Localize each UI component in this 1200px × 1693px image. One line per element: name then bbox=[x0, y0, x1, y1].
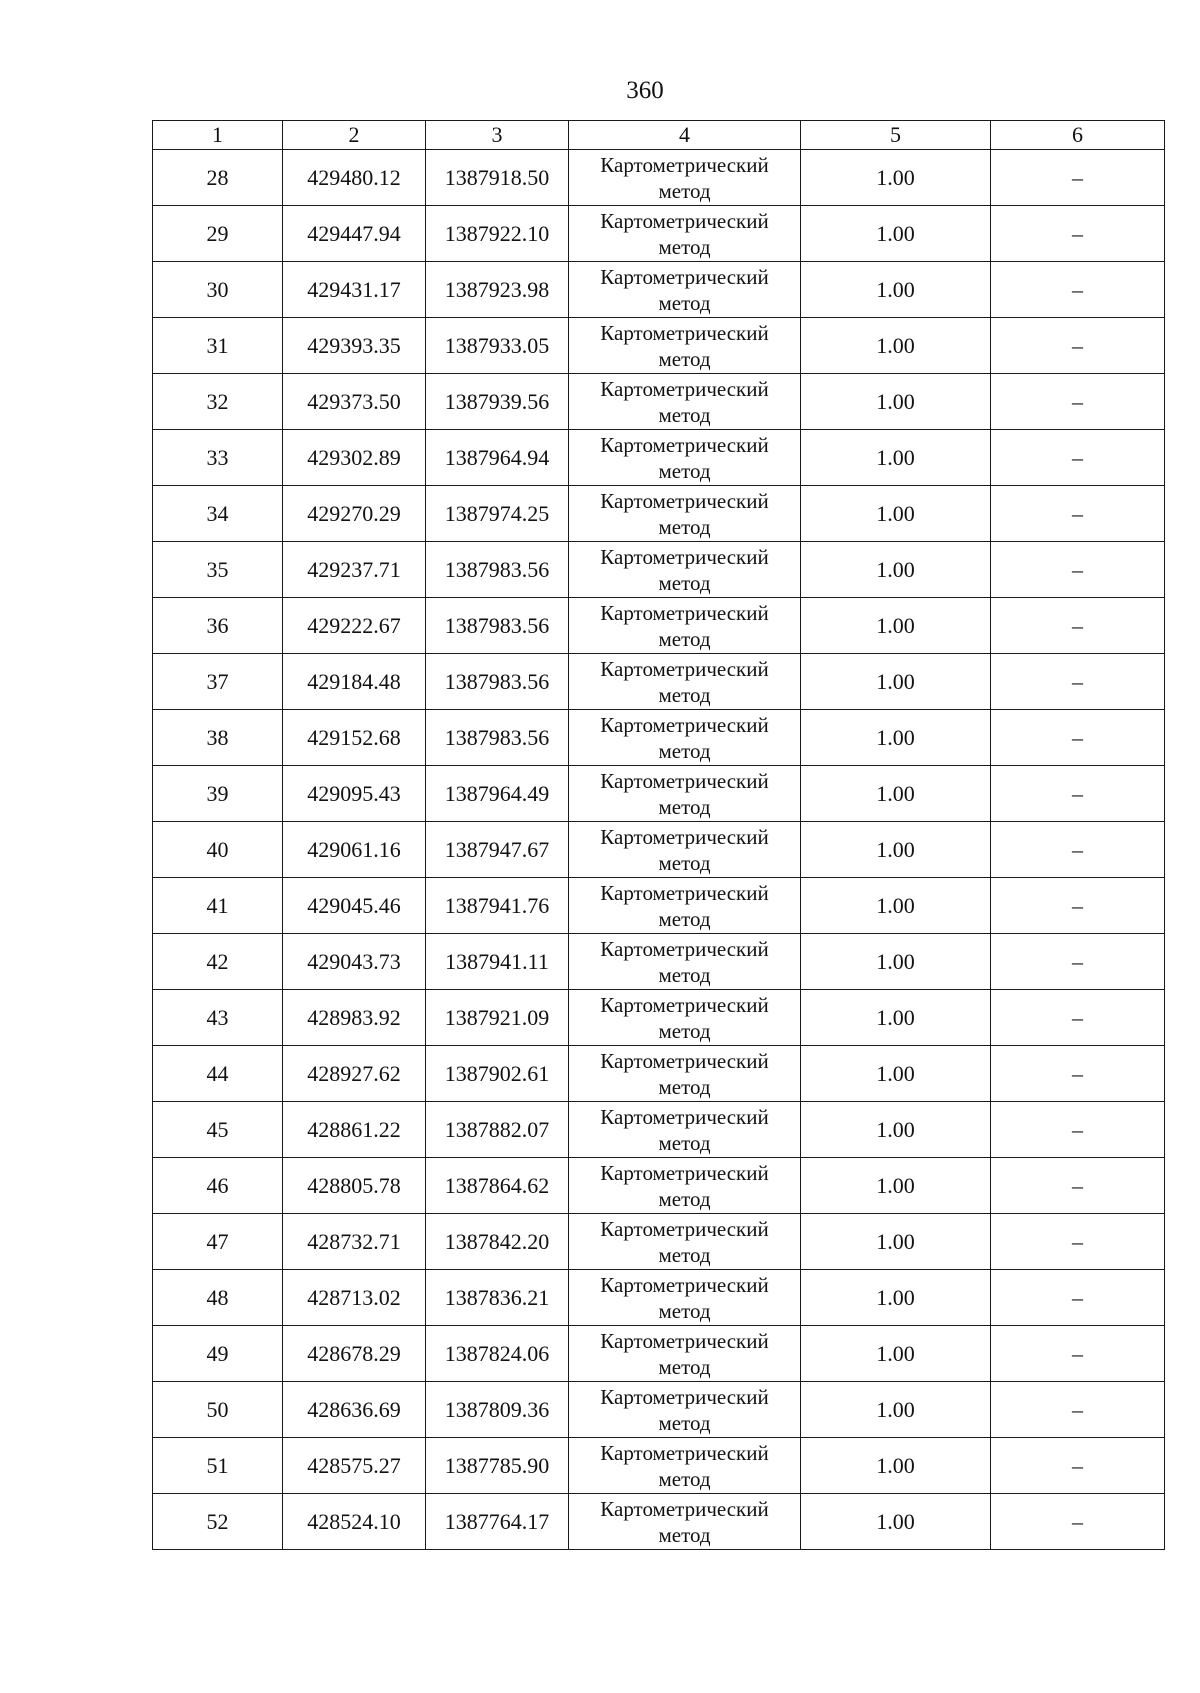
method-line-1: Картометрический bbox=[600, 376, 769, 401]
method-line-1: Картометрический bbox=[600, 432, 769, 457]
accuracy-cell: 1.00 bbox=[801, 1326, 991, 1382]
accuracy-cell: 1.00 bbox=[801, 710, 991, 766]
method-line-2: метод bbox=[658, 794, 711, 819]
table-row bbox=[153, 878, 1165, 934]
note-dash: – bbox=[1072, 668, 1083, 694]
column-header-5: 5 bbox=[801, 121, 991, 150]
y-coordinate-cell: 1387923.98 bbox=[426, 262, 569, 318]
note-cell bbox=[991, 1438, 1165, 1494]
y-coordinate-cell: 1387918.50 bbox=[426, 150, 569, 206]
accuracy-cell: 1.00 bbox=[801, 1158, 991, 1214]
x-coordinate-cell: 429373.50 bbox=[283, 374, 426, 430]
note-cell bbox=[991, 710, 1165, 766]
point-number-cell: 43 bbox=[153, 990, 283, 1046]
method-line-2: метод bbox=[658, 1186, 711, 1211]
method-cell bbox=[569, 766, 801, 822]
table-row bbox=[153, 262, 1165, 318]
table-row bbox=[153, 766, 1165, 822]
method-cell bbox=[569, 1046, 801, 1102]
x-coordinate-cell: 428861.22 bbox=[283, 1102, 426, 1158]
method-line-1: Картометрический bbox=[600, 1328, 769, 1353]
point-number-cell: 40 bbox=[153, 822, 283, 878]
y-coordinate-cell: 1387964.49 bbox=[426, 766, 569, 822]
method-line-1: Картометрический bbox=[600, 1216, 769, 1241]
y-coordinate-cell: 1387941.76 bbox=[426, 878, 569, 934]
accuracy-cell: 1.00 bbox=[801, 1270, 991, 1326]
note-cell bbox=[991, 1326, 1165, 1382]
point-number-cell: 44 bbox=[153, 1046, 283, 1102]
point-number-cell: 37 bbox=[153, 654, 283, 710]
table-header bbox=[153, 121, 1165, 150]
point-number-cell: 52 bbox=[153, 1494, 283, 1550]
table-row bbox=[153, 542, 1165, 598]
method-cell bbox=[569, 990, 801, 1046]
note-dash: – bbox=[1072, 388, 1083, 414]
method-cell bbox=[569, 1158, 801, 1214]
table-row bbox=[153, 206, 1165, 262]
y-coordinate-cell: 1387983.56 bbox=[426, 654, 569, 710]
method-cell bbox=[569, 1438, 801, 1494]
method-line-1: Картометрический bbox=[600, 488, 769, 513]
table-row bbox=[153, 1214, 1165, 1270]
note-dash: – bbox=[1072, 1452, 1083, 1478]
column-header-3: 3 bbox=[426, 121, 569, 150]
method-cell bbox=[569, 430, 801, 486]
method-line-1: Картометрический bbox=[600, 1440, 769, 1465]
method-cell bbox=[569, 878, 801, 934]
note-cell bbox=[991, 1214, 1165, 1270]
header-row bbox=[153, 121, 1165, 150]
point-number-cell: 30 bbox=[153, 262, 283, 318]
point-number-cell: 28 bbox=[153, 150, 283, 206]
note-cell bbox=[991, 822, 1165, 878]
x-coordinate-cell: 429184.48 bbox=[283, 654, 426, 710]
point-number-cell: 34 bbox=[153, 486, 283, 542]
point-number-cell: 51 bbox=[153, 1438, 283, 1494]
method-line-2: метод bbox=[658, 570, 711, 595]
x-coordinate-cell: 428732.71 bbox=[283, 1214, 426, 1270]
method-cell bbox=[569, 262, 801, 318]
note-cell bbox=[991, 1046, 1165, 1102]
y-coordinate-cell: 1387864.62 bbox=[426, 1158, 569, 1214]
method-cell bbox=[569, 822, 801, 878]
method-line-2: метод bbox=[658, 1242, 711, 1267]
note-dash: – bbox=[1072, 836, 1083, 862]
method-cell bbox=[569, 318, 801, 374]
note-dash: – bbox=[1072, 1004, 1083, 1030]
note-cell bbox=[991, 1382, 1165, 1438]
accuracy-cell: 1.00 bbox=[801, 1494, 991, 1550]
x-coordinate-cell: 428678.29 bbox=[283, 1326, 426, 1382]
y-coordinate-cell: 1387764.17 bbox=[426, 1494, 569, 1550]
note-dash: – bbox=[1072, 220, 1083, 246]
method-line-1: Картометрический bbox=[600, 1384, 769, 1409]
point-number-cell: 47 bbox=[153, 1214, 283, 1270]
method-cell bbox=[569, 542, 801, 598]
method-cell bbox=[569, 710, 801, 766]
note-cell bbox=[991, 486, 1165, 542]
method-cell bbox=[569, 1270, 801, 1326]
method-line-1: Картометрический bbox=[600, 712, 769, 737]
x-coordinate-cell: 428524.10 bbox=[283, 1494, 426, 1550]
point-number-cell: 48 bbox=[153, 1270, 283, 1326]
method-cell bbox=[569, 654, 801, 710]
note-cell bbox=[991, 374, 1165, 430]
accuracy-cell: 1.00 bbox=[801, 934, 991, 990]
method-line-1: Картометрический bbox=[600, 768, 769, 793]
y-coordinate-cell: 1387836.21 bbox=[426, 1270, 569, 1326]
x-coordinate-cell: 428713.02 bbox=[283, 1270, 426, 1326]
y-coordinate-cell: 1387842.20 bbox=[426, 1214, 569, 1270]
table-row bbox=[153, 1382, 1165, 1438]
y-coordinate-cell: 1387824.06 bbox=[426, 1326, 569, 1382]
note-dash: – bbox=[1072, 276, 1083, 302]
note-dash: – bbox=[1072, 612, 1083, 638]
note-cell bbox=[991, 766, 1165, 822]
method-cell bbox=[569, 598, 801, 654]
method-line-2: метод bbox=[658, 178, 711, 203]
accuracy-cell: 1.00 bbox=[801, 374, 991, 430]
point-number-cell: 35 bbox=[153, 542, 283, 598]
point-number-cell: 33 bbox=[153, 430, 283, 486]
table-row bbox=[153, 374, 1165, 430]
x-coordinate-cell: 429061.16 bbox=[283, 822, 426, 878]
note-cell bbox=[991, 990, 1165, 1046]
method-line-2: метод bbox=[658, 234, 711, 259]
x-coordinate-cell: 429480.12 bbox=[283, 150, 426, 206]
table-row bbox=[153, 1270, 1165, 1326]
accuracy-cell: 1.00 bbox=[801, 318, 991, 374]
accuracy-cell: 1.00 bbox=[801, 150, 991, 206]
coordinates-table bbox=[152, 120, 1165, 1550]
x-coordinate-cell: 428805.78 bbox=[283, 1158, 426, 1214]
note-dash: – bbox=[1072, 948, 1083, 974]
accuracy-cell: 1.00 bbox=[801, 206, 991, 262]
table-row bbox=[153, 1438, 1165, 1494]
note-cell bbox=[991, 150, 1165, 206]
y-coordinate-cell: 1387939.56 bbox=[426, 374, 569, 430]
table-row bbox=[153, 822, 1165, 878]
note-cell bbox=[991, 1270, 1165, 1326]
note-cell bbox=[991, 1494, 1165, 1550]
x-coordinate-cell: 428983.92 bbox=[283, 990, 426, 1046]
note-dash: – bbox=[1072, 444, 1083, 470]
point-number-cell: 41 bbox=[153, 878, 283, 934]
method-cell bbox=[569, 150, 801, 206]
x-coordinate-cell: 429152.68 bbox=[283, 710, 426, 766]
method-cell bbox=[569, 1102, 801, 1158]
column-header-6: 6 bbox=[991, 121, 1165, 150]
note-dash: – bbox=[1072, 724, 1083, 750]
note-dash: – bbox=[1072, 556, 1083, 582]
point-number-cell: 36 bbox=[153, 598, 283, 654]
note-dash: – bbox=[1072, 1396, 1083, 1422]
method-cell bbox=[569, 486, 801, 542]
note-dash: – bbox=[1072, 332, 1083, 358]
method-cell bbox=[569, 1214, 801, 1270]
method-cell bbox=[569, 1382, 801, 1438]
point-number-cell: 31 bbox=[153, 318, 283, 374]
table-row bbox=[153, 150, 1165, 206]
table-row bbox=[153, 990, 1165, 1046]
y-coordinate-cell: 1387983.56 bbox=[426, 710, 569, 766]
method-line-2: метод bbox=[658, 1018, 711, 1043]
y-coordinate-cell: 1387947.67 bbox=[426, 822, 569, 878]
x-coordinate-cell: 428927.62 bbox=[283, 1046, 426, 1102]
accuracy-cell: 1.00 bbox=[801, 262, 991, 318]
note-dash: – bbox=[1072, 1228, 1083, 1254]
note-dash: – bbox=[1072, 1172, 1083, 1198]
method-line-2: метод bbox=[658, 1298, 711, 1323]
method-line-1: Картометрический bbox=[600, 152, 769, 177]
x-coordinate-cell: 429431.17 bbox=[283, 262, 426, 318]
note-cell bbox=[991, 262, 1165, 318]
note-cell bbox=[991, 1158, 1165, 1214]
method-line-2: метод bbox=[658, 346, 711, 371]
method-line-1: Картометрический bbox=[600, 880, 769, 905]
note-cell bbox=[991, 878, 1165, 934]
y-coordinate-cell: 1387983.56 bbox=[426, 598, 569, 654]
point-number-cell: 50 bbox=[153, 1382, 283, 1438]
method-line-2: метод bbox=[658, 906, 711, 931]
method-line-1: Картометрический bbox=[600, 208, 769, 233]
note-cell bbox=[991, 430, 1165, 486]
method-line-2: метод bbox=[658, 682, 711, 707]
table-body bbox=[153, 150, 1165, 1550]
accuracy-cell: 1.00 bbox=[801, 1438, 991, 1494]
x-coordinate-cell: 429045.46 bbox=[283, 878, 426, 934]
column-header-4: 4 bbox=[569, 121, 801, 150]
note-dash: – bbox=[1072, 164, 1083, 190]
method-line-2: метод bbox=[658, 290, 711, 315]
accuracy-cell: 1.00 bbox=[801, 766, 991, 822]
y-coordinate-cell: 1387974.25 bbox=[426, 486, 569, 542]
table-row bbox=[153, 318, 1165, 374]
y-coordinate-cell: 1387983.56 bbox=[426, 542, 569, 598]
accuracy-cell: 1.00 bbox=[801, 430, 991, 486]
method-line-2: метод bbox=[658, 1410, 711, 1435]
note-cell bbox=[991, 542, 1165, 598]
x-coordinate-cell: 429095.43 bbox=[283, 766, 426, 822]
note-cell bbox=[991, 1102, 1165, 1158]
table-row bbox=[153, 654, 1165, 710]
accuracy-cell: 1.00 bbox=[801, 542, 991, 598]
method-line-2: метод bbox=[658, 850, 711, 875]
note-dash: – bbox=[1072, 892, 1083, 918]
y-coordinate-cell: 1387882.07 bbox=[426, 1102, 569, 1158]
x-coordinate-cell: 429043.73 bbox=[283, 934, 426, 990]
method-line-1: Картометрический bbox=[600, 824, 769, 849]
table-row bbox=[153, 934, 1165, 990]
x-coordinate-cell: 429237.71 bbox=[283, 542, 426, 598]
point-number-cell: 38 bbox=[153, 710, 283, 766]
point-number-cell: 46 bbox=[153, 1158, 283, 1214]
y-coordinate-cell: 1387902.61 bbox=[426, 1046, 569, 1102]
table-row bbox=[153, 1494, 1165, 1550]
method-line-1: Картометрический bbox=[600, 600, 769, 625]
note-cell bbox=[991, 654, 1165, 710]
note-dash: – bbox=[1072, 1508, 1083, 1534]
accuracy-cell: 1.00 bbox=[801, 878, 991, 934]
table-row bbox=[153, 486, 1165, 542]
method-line-1: Картометрический bbox=[600, 656, 769, 681]
method-line-2: метод bbox=[658, 738, 711, 763]
accuracy-cell: 1.00 bbox=[801, 1046, 991, 1102]
accuracy-cell: 1.00 bbox=[801, 1214, 991, 1270]
x-coordinate-cell: 429393.35 bbox=[283, 318, 426, 374]
method-cell bbox=[569, 206, 801, 262]
accuracy-cell: 1.00 bbox=[801, 654, 991, 710]
table-row bbox=[153, 710, 1165, 766]
table-row bbox=[153, 1046, 1165, 1102]
page-number: 360 bbox=[626, 77, 664, 104]
method-line-2: метод bbox=[658, 1074, 711, 1099]
x-coordinate-cell: 429302.89 bbox=[283, 430, 426, 486]
method-cell bbox=[569, 374, 801, 430]
note-dash: – bbox=[1072, 500, 1083, 526]
point-number-cell: 45 bbox=[153, 1102, 283, 1158]
x-coordinate-cell: 428575.27 bbox=[283, 1438, 426, 1494]
column-header-1: 1 bbox=[153, 121, 283, 150]
y-coordinate-cell: 1387964.94 bbox=[426, 430, 569, 486]
method-line-2: метод bbox=[658, 458, 711, 483]
method-line-1: Картометрический bbox=[600, 1272, 769, 1297]
note-cell bbox=[991, 598, 1165, 654]
y-coordinate-cell: 1387785.90 bbox=[426, 1438, 569, 1494]
point-number-cell: 39 bbox=[153, 766, 283, 822]
method-line-2: метод bbox=[658, 626, 711, 651]
accuracy-cell: 1.00 bbox=[801, 990, 991, 1046]
point-number-cell: 49 bbox=[153, 1326, 283, 1382]
note-dash: – bbox=[1072, 1284, 1083, 1310]
table-row bbox=[153, 1158, 1165, 1214]
x-coordinate-cell: 428636.69 bbox=[283, 1382, 426, 1438]
point-number-cell: 32 bbox=[153, 374, 283, 430]
y-coordinate-cell: 1387922.10 bbox=[426, 206, 569, 262]
note-dash: – bbox=[1072, 1340, 1083, 1366]
method-line-1: Картометрический bbox=[600, 320, 769, 345]
method-line-2: метод bbox=[658, 402, 711, 427]
method-line-2: метод bbox=[658, 1354, 711, 1379]
point-number-cell: 42 bbox=[153, 934, 283, 990]
table-row bbox=[153, 598, 1165, 654]
y-coordinate-cell: 1387921.09 bbox=[426, 990, 569, 1046]
method-line-1: Картометрический bbox=[600, 936, 769, 961]
method-line-2: метод bbox=[658, 1522, 711, 1547]
column-header-2: 2 bbox=[283, 121, 426, 150]
accuracy-cell: 1.00 bbox=[801, 1102, 991, 1158]
method-line-1: Картометрический bbox=[600, 992, 769, 1017]
method-cell bbox=[569, 934, 801, 990]
accuracy-cell: 1.00 bbox=[801, 598, 991, 654]
x-coordinate-cell: 429270.29 bbox=[283, 486, 426, 542]
y-coordinate-cell: 1387933.05 bbox=[426, 318, 569, 374]
note-cell bbox=[991, 318, 1165, 374]
point-number-cell: 29 bbox=[153, 206, 283, 262]
method-line-1: Картометрический bbox=[600, 1048, 769, 1073]
accuracy-cell: 1.00 bbox=[801, 1382, 991, 1438]
note-cell bbox=[991, 206, 1165, 262]
note-dash: – bbox=[1072, 1116, 1083, 1142]
method-line-1: Картометрический bbox=[600, 544, 769, 569]
table-row bbox=[153, 430, 1165, 486]
x-coordinate-cell: 429447.94 bbox=[283, 206, 426, 262]
method-line-2: метод bbox=[658, 1466, 711, 1491]
table-row bbox=[153, 1326, 1165, 1382]
method-line-1: Картометрический bbox=[600, 1496, 769, 1521]
method-line-1: Картометрический bbox=[600, 1160, 769, 1185]
table-row bbox=[153, 1102, 1165, 1158]
accuracy-cell: 1.00 bbox=[801, 822, 991, 878]
method-line-1: Картометрический bbox=[600, 264, 769, 289]
accuracy-cell: 1.00 bbox=[801, 486, 991, 542]
method-line-2: метод bbox=[658, 1130, 711, 1155]
x-coordinate-cell: 429222.67 bbox=[283, 598, 426, 654]
y-coordinate-cell: 1387809.36 bbox=[426, 1382, 569, 1438]
note-dash: – bbox=[1072, 1060, 1083, 1086]
method-line-2: метод bbox=[658, 962, 711, 987]
method-line-1: Картометрический bbox=[600, 1104, 769, 1129]
method-cell bbox=[569, 1494, 801, 1550]
y-coordinate-cell: 1387941.11 bbox=[426, 934, 569, 990]
method-cell bbox=[569, 1326, 801, 1382]
method-line-2: метод bbox=[658, 514, 711, 539]
note-cell bbox=[991, 934, 1165, 990]
note-dash: – bbox=[1072, 780, 1083, 806]
